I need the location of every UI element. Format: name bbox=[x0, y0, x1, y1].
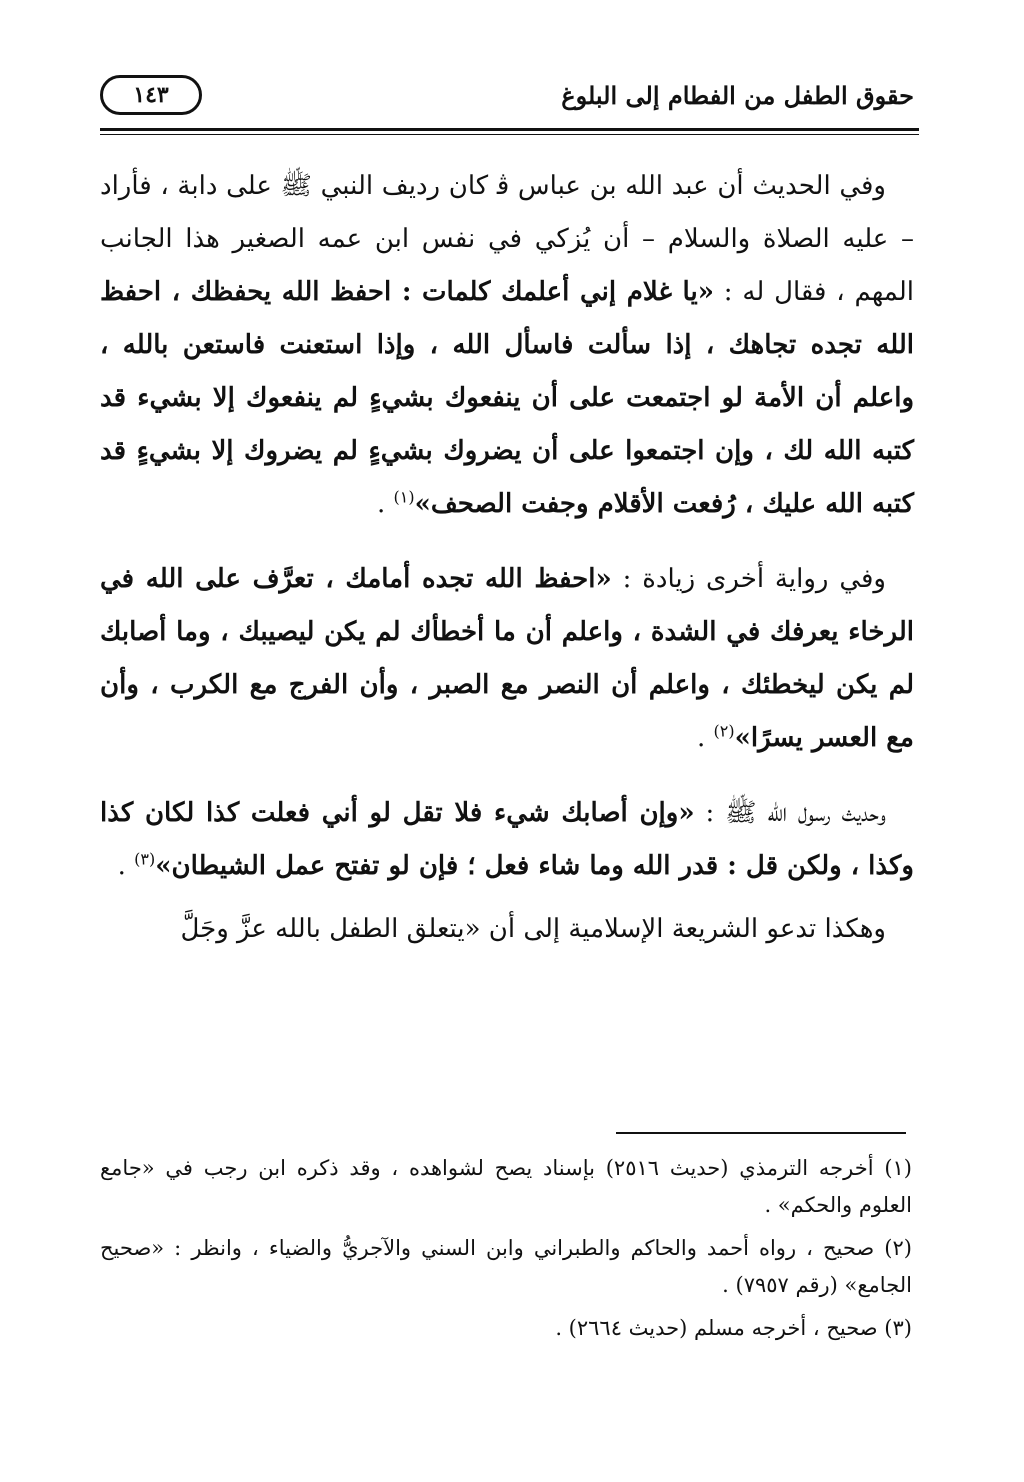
running-title: حقوق الطفل من الفطام إلى البلوغ bbox=[561, 80, 914, 110]
header-rule-thin bbox=[100, 134, 919, 135]
footnote-separator bbox=[616, 1132, 906, 1134]
paragraph-2-intro: وفي رواية أخرى زيادة : bbox=[611, 564, 886, 594]
header-rule-thick bbox=[100, 128, 919, 131]
footnote-ref-2: (٢) bbox=[713, 721, 735, 741]
footnote-2: (٢) صحيح ، رواه أحمد والحاكم والطبراني وابن السني والآجريُّ والضياء ، وانظر : «صحيح الجامع» (رقم ٧٩٥٧) . bbox=[100, 1236, 912, 1297]
paragraph-3 bbox=[100, 787, 914, 893]
paragraph-1-intro: وفي الحديث أن عبد الله بن عباس ﭬ كان رديف النبي ﷺ على دابة ، فأراد – عليه الصلاة والسلام – أن يُزكي في نفس ابن عمه الصغير هذا الجانب المهم ، فقال له : bbox=[100, 171, 914, 307]
paragraph-2-end: . bbox=[697, 723, 714, 753]
paragraph-1 bbox=[100, 160, 914, 531]
hadith-quote-2: «احفظ الله تجده أمامك ، تعرَّف على الله في الرخاء يعرفك في الشدة ، واعلم أن ما أخطأك لم يكن ليصيبك ، وما أصابك لم يكن ليخطئك ، واعلم أن النصر مع الصبر ، وأن الفرج مع الكرب ، وأن مع العسر يسرًا» bbox=[100, 564, 914, 753]
paragraph-4 bbox=[100, 903, 914, 956]
paragraph-1-end: . bbox=[376, 489, 394, 519]
page-header bbox=[100, 70, 914, 120]
page-number: ١٤٣ bbox=[100, 75, 202, 115]
footnote-1: (١) أخرجه الترمذي (حديث ٢٥١٦) بإسناد يصح لشواهده ، وقد ذكره ابن رجب في «جامع العلوم والحكم» . bbox=[100, 1156, 912, 1217]
main-text bbox=[100, 160, 914, 978]
footnotes bbox=[100, 1150, 912, 1353]
footnote-ref-1: (١) bbox=[393, 487, 415, 507]
paragraph-4-text: وهكذا تدعو الشريعة الإسلامية إلى أن «يتعلق الطفل بالله عزَّ وجَلَّ bbox=[180, 914, 886, 944]
paragraph-3-intro: وحديث رسول الله ﷺ : bbox=[694, 798, 886, 828]
hadith-quote-3: «وإن أصابك شيء فلا تقل لو أني فعلت كذا لكان كذا وكذا ، ولكن قل : قدر الله وما شاء فعل ؛ فإن لو تفتح عمل الشيطان» bbox=[100, 798, 914, 881]
footnote-ref-3: (٣) bbox=[134, 849, 156, 869]
paragraph-3-end: . bbox=[117, 851, 135, 881]
footnote-3: (٣) صحيح ، أخرجه مسلم (حديث ٢٦٦٤) . bbox=[555, 1316, 912, 1340]
paragraph-2 bbox=[100, 553, 914, 765]
hadith-quote-1: «يا غلام إني أعلمك كلمات : احفظ الله يحفظك ، احفظ الله تجده تجاهك ، إذا سألت فاسأل الله ، وإذا استعنت فاستعن بالله ، واعلم أن الأمة لو اجتمعت على أن ينفعوك بشيءٍ لم ينفعوك إلا بشيء قد كتبه الله لك ، وإن اجتمعوا على أن يضروك بشيءٍ لم يضروك إلا بشيءٍ قد كتبه الله عليك ، رُفعت الأقلام وجفت الصحف» bbox=[100, 277, 914, 519]
